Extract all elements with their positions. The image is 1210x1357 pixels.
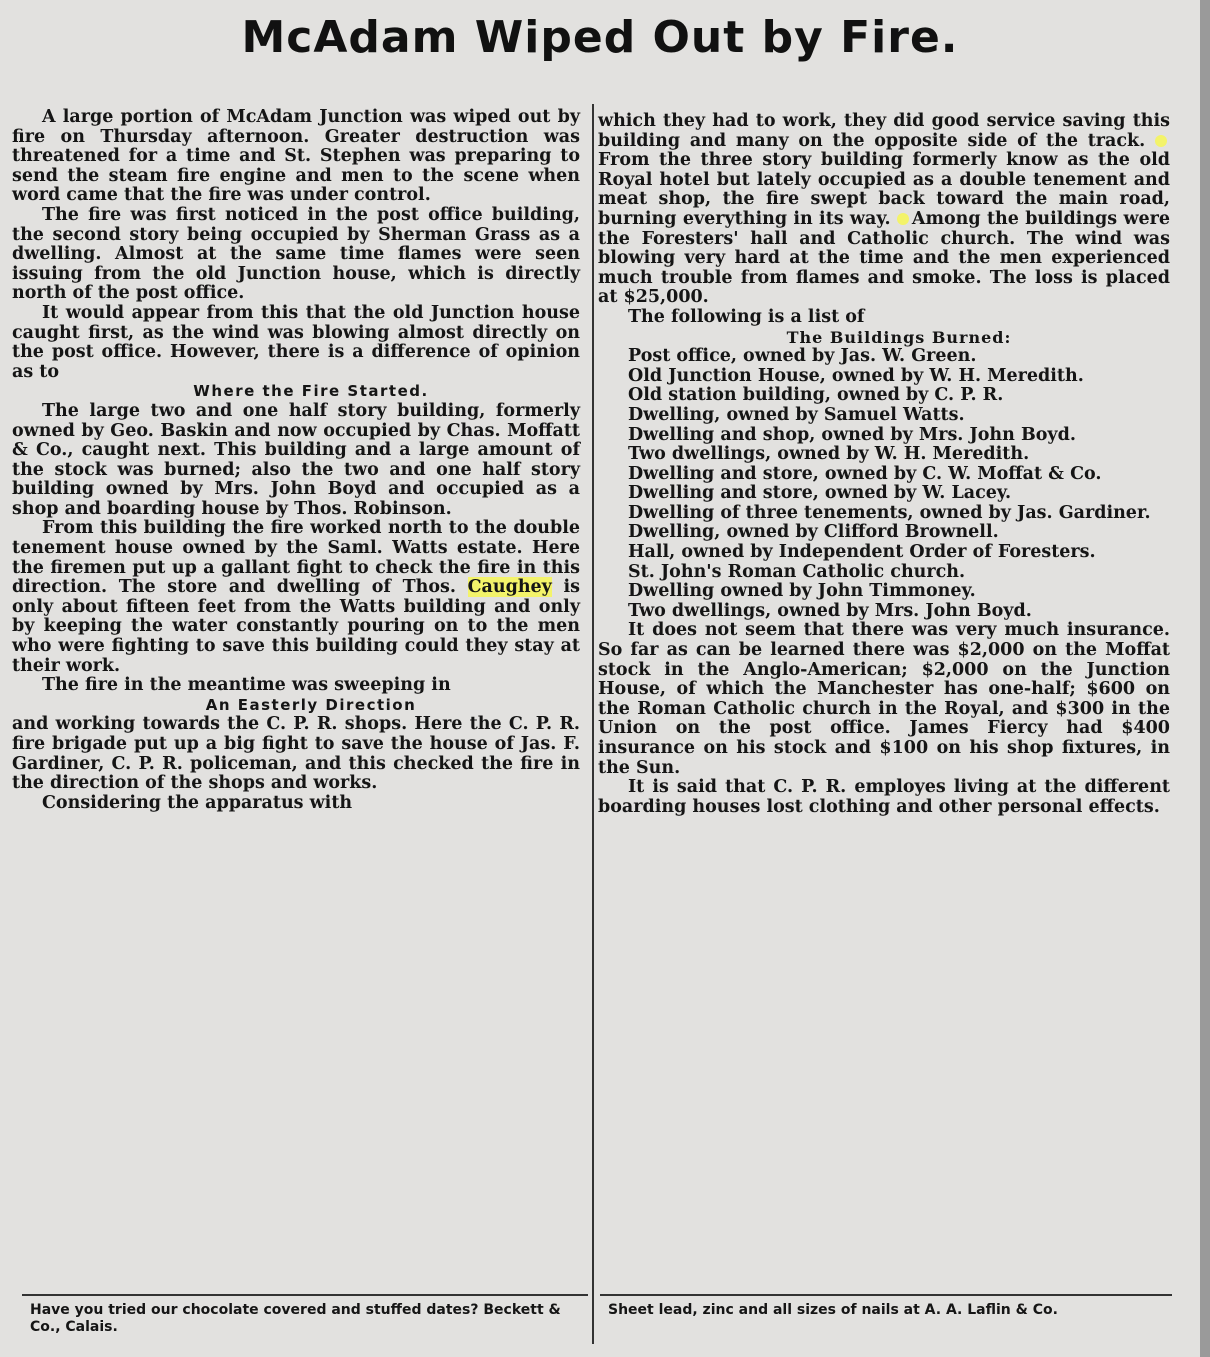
list-item: Dwelling, owned by Clifford Brownell. [628,522,999,543]
advertisement-right: Sheet lead, zinc and all sizes of nails at A. A. Laflin & Co. [608,1302,1058,1318]
highlight-mark [1155,135,1167,147]
article-paragraph: The following is a list of [628,306,865,327]
list-item: Dwelling, owned by Samuel Watts. [628,404,965,425]
ad-divider-left [22,1294,588,1296]
list-item: Dwelling and store, owned by C. W. Moffat & Co. [628,463,1102,484]
column-divider [592,104,594,1344]
article-paragraph: and working towards the C. P. R. shops. Here the C. P. R. fire brigade put up a big fight to save the house of Jas. F. Gardiner, C. P. R. policeman, and this checked the fire in the direction of the shops and works. [12,714,580,794]
highlight-mark [897,213,909,225]
article-paragraph: It would appear from this that the old Junction house caught first, as the wind was blowing almost directly on the post office. However, there is a difference of opinion as to [12,302,580,382]
article-paragraph [598,112,1170,308]
list-item: Two dwellings, owned by Mrs. John Boyd. [628,600,1032,621]
ad-divider-right [600,1294,1172,1296]
subheading-easterly-direction: An Easterly Direction [205,695,417,714]
list-heading: The Buildings Burned: [786,327,1012,347]
headline: McAdam Wiped Out by Fire. [241,12,959,63]
advertisement-left: Have you tried our chocolate covered and stuffed dates? Beckett & Co., Calais. [30,1302,561,1335]
paragraph-text: Among the buildings were the Foresters' hall and Catholic church. The wind was blowing very hard at the time and the men experienced much trouble from flames and smoke. The loss is placed at $25,000. [598,208,1171,308]
article-paragraph: The fire was first noticed in the post office building, the second story being occupied by Sherman Grass as a dwelling. Almost at the same time flames were seen issuing from the old Junction house, which is directly north of the post office. [12,204,580,304]
article-paragraph: It does not seem that there was very much insurance. So far as can be learned there was $2,000 on the Moffat stock in the Anglo-American; $2,000 on the Junction House, of which the Manchester has one-half; $600 on the Roman Catholic church in the Royal, and $300 in the Union on the post office. James Fiercy had $400 insurance on his stock and $100 on his shop fixtures, in the Sun. [598,620,1170,778]
article-paragraph: It is said that C. P. R. employes living at the different boarding houses lost clothing and other personal effects. [598,777,1170,817]
article-paragraph: The fire in the meantime was sweeping in [42,675,451,696]
list-item: Dwelling and store, owned by W. Lacey. [628,483,1012,504]
left-column [12,108,580,813]
subheading-fire-started: Where the Fire Started. [193,382,429,401]
list-item: Two dwellings, owned by W. H. Meredith. [628,444,1030,465]
list-item: Old station building, owned by C. P. R. [628,385,1004,406]
buildings-list [598,347,1170,621]
list-item: Dwelling of three tenements, owned by Jas. Gardiner. [628,502,1151,523]
list-item: Dwelling owned by John Timmoney. [628,581,976,602]
list-item: Hall, owned by Independent Order of Foresters. [628,542,1096,563]
list-item: Dwelling and shop, owned by Mrs. John Boyd. [628,424,1076,445]
paragraph-text: From this building the fire worked north to the double tenement house owned by the Saml. Watts estate. Here the firemen put up a gallant fight to check the fire in this direction. The store and dwelling of Thos. [12,518,580,598]
list-item: St. John's Roman Catholic church. [628,561,966,582]
article-paragraph [12,519,580,676]
paragraph-text: is only about fifteen feet from the Watts building and only by keeping the water constantly pouring on to the men who were fighting to save this building could they stay at their work. [12,577,581,676]
highlighted-name: Caughey [467,577,552,598]
list-item: Old Junction House, owned by W. H. Meredith. [628,365,1084,386]
list-item: Post office, owned by Jas. W. Green. [628,346,977,367]
article-paragraph: Considering the apparatus with [42,792,353,813]
paragraph-text: which they had to work, they did good service saving this building and many on the opposite side of the track. [598,111,1170,151]
paragraph-text: From the three story building formerly know as the old Royal hotel but lately occupied as a double tenement and meat shop, the fire swept back toward the main road, burning everything in its way. [598,150,1170,229]
article-paragraph: A large portion of McAdam Junction was wiped out by fire on Thursday afternoon. Greater destruction was threatened for a time and St. Stephen was preparing to send the steam fire engine and men to the scene when word came that the fire was under control. [12,107,580,206]
right-column [598,112,1170,817]
article-paragraph: The large two and one half story building, formerly owned by Geo. Baskin and now occupied by Chas. Moffatt & Co., caught next. This building and a large amount of the stock was burned; also the two and one half story building owned by Mrs. John Boyd and occupied as a shop and boarding house by Thos. Robinson. [12,400,580,519]
